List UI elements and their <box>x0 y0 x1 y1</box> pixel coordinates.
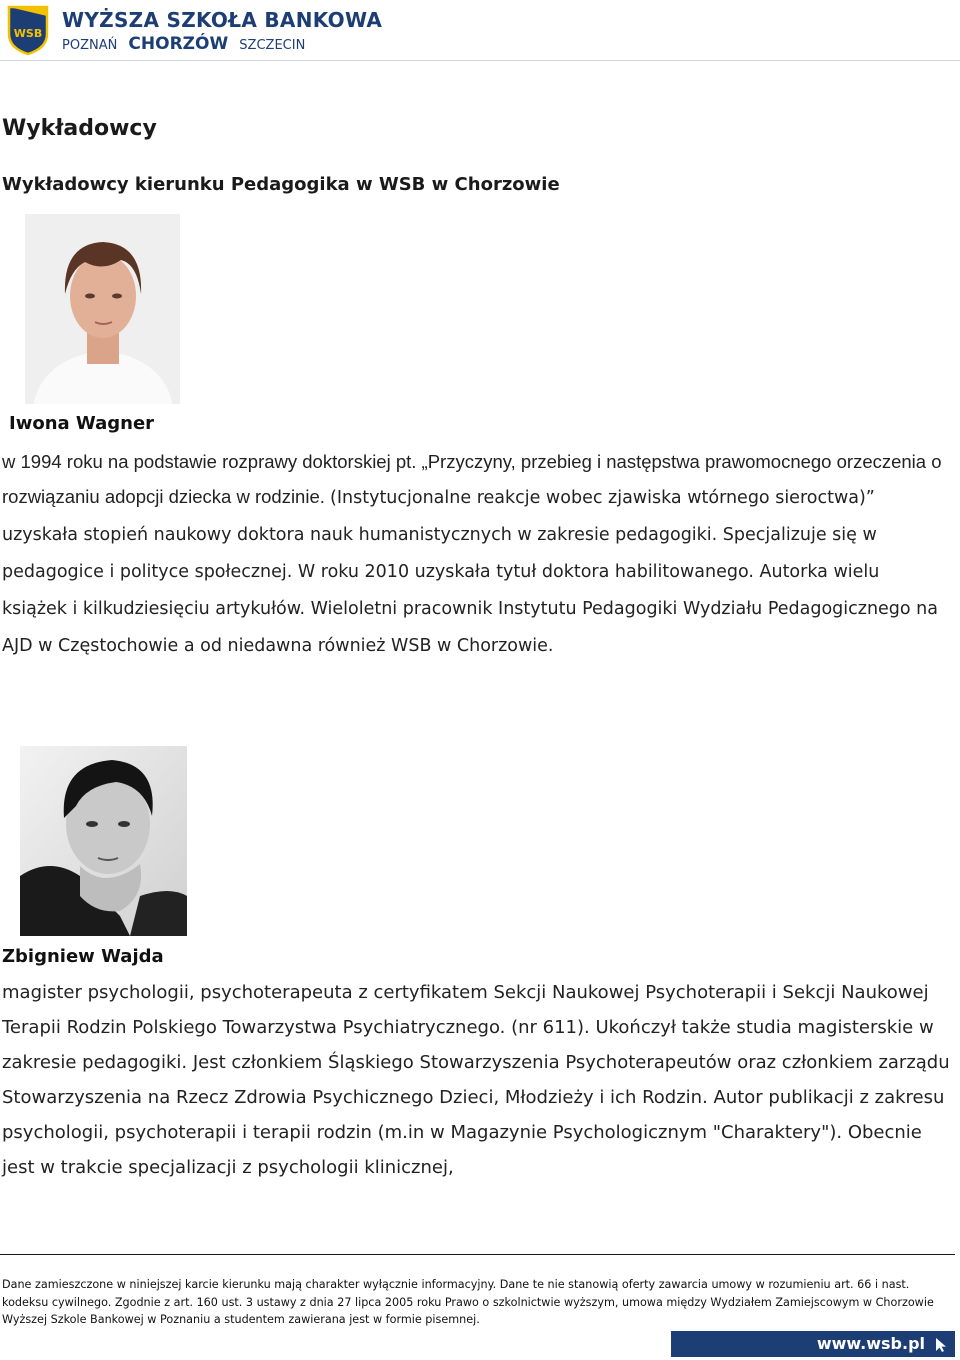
footer-url-bar[interactable] <box>671 1331 955 1357</box>
lecturer-bio-part2: (Instytucjonalne reakcje wobec zjawiska wtórnego sieroctwa)” uzyskała stopień naukowy doktora nauk humanistycznych w zakresie pedagogiki. Specjalizuje się w pedagogice i polityce społecznej. W roku 2010 uzyskała tytuł doktora habilitowanego. Autorka wielu książek i kilkudziesięciu artykułów. Wieloletni pracownik Instytutu Pedagogiki Wydziału Pedagogicznego na AJD w Częstochowie a od niedawna również WSB w Chorzowie. <box>2 488 939 656</box>
page-subtitle: Wykładowcy kierunku Pedagogika w WSB w Chorzowie <box>2 174 560 195</box>
lecturer-photo-iwona-wagner <box>25 214 180 404</box>
lecturer-name: Iwona Wagner <box>9 413 155 434</box>
city-poznan: POZNAŃ <box>62 38 118 53</box>
lecturer-name: Zbigniew Wajda <box>2 946 164 967</box>
header-divider <box>0 60 960 61</box>
footer-disclaimer: Dane zamieszczone w niniejszej karcie kierunku mają charakter wyłącznie informacyjny. Dane te nie stanowią oferty zawarcia umowy w rozumieniu art. 66 i nast. kodeksu cywilnego. Zgodnie z art. 160 ust. 3 ustawy z dnia 27 lipca 2005 roku Prawo o szkolnictwie wyższym, umowa między Wydziałem Zamiejscowym w Chorzowie Wyższej Szkole Bankowej w Poznaniu a studentem zawierana jest w formie pisemnej. <box>2 1278 934 1326</box>
campus-cities <box>62 34 305 54</box>
page-header <box>0 0 960 62</box>
lecturer-bio: magister psychologii, psychoterapeuta z certyfikatem Sekcji Naukowej Psychoterapii i Sekcji Naukowej Terapii Rodzin Polskiego Towarzystwa Psychiatrycznego. (nr 611). Ukończył także studia magisterskie w zakresie pedagogiki. Jest członkiem Śląskiego Stowarzyszenia Psychoterapeutów oraz członkiem zarządu Stowarzyszenia na Rzecz Zdrowia Psychicznego Dzieci, Młodzieży i ich Rodzin. Autor publikacji z zakresu psychologii, psychoterapii i terapii rodzin (m.in w Magazynie Psychologicznym "Charaktery"). Obecnie jest w trakcie specjalizacji z psychologii klinicznej, <box>2 982 950 1178</box>
footer-url-link[interactable]: www.wsb.pl <box>816 1334 925 1353</box>
lecturer-photo-zbigniew-wajda <box>20 746 187 936</box>
footer-divider <box>0 1254 955 1255</box>
cursor-arrow-icon <box>935 1337 949 1353</box>
wsb-shield-logo[interactable] <box>6 4 50 56</box>
lecturer-bio-part1: w 1994 roku na podstawie rozprawy doktorskiej pt. „Przyczyny, przebieg i następstwa prawomocnego orzeczenia o rozwiązaniu adopcji dziecka w rodzinie. <box>2 451 942 507</box>
lecturer-bio <box>2 444 947 664</box>
logo-badge-text: WSB <box>13 27 43 40</box>
school-name: WYŻSZA SZKOŁA BANKOWA <box>62 8 383 32</box>
page-title: Wykładowcy <box>2 116 157 141</box>
city-chorzow: CHORZÓW <box>128 34 229 54</box>
city-szczecin: SZCZECIN <box>239 38 306 53</box>
